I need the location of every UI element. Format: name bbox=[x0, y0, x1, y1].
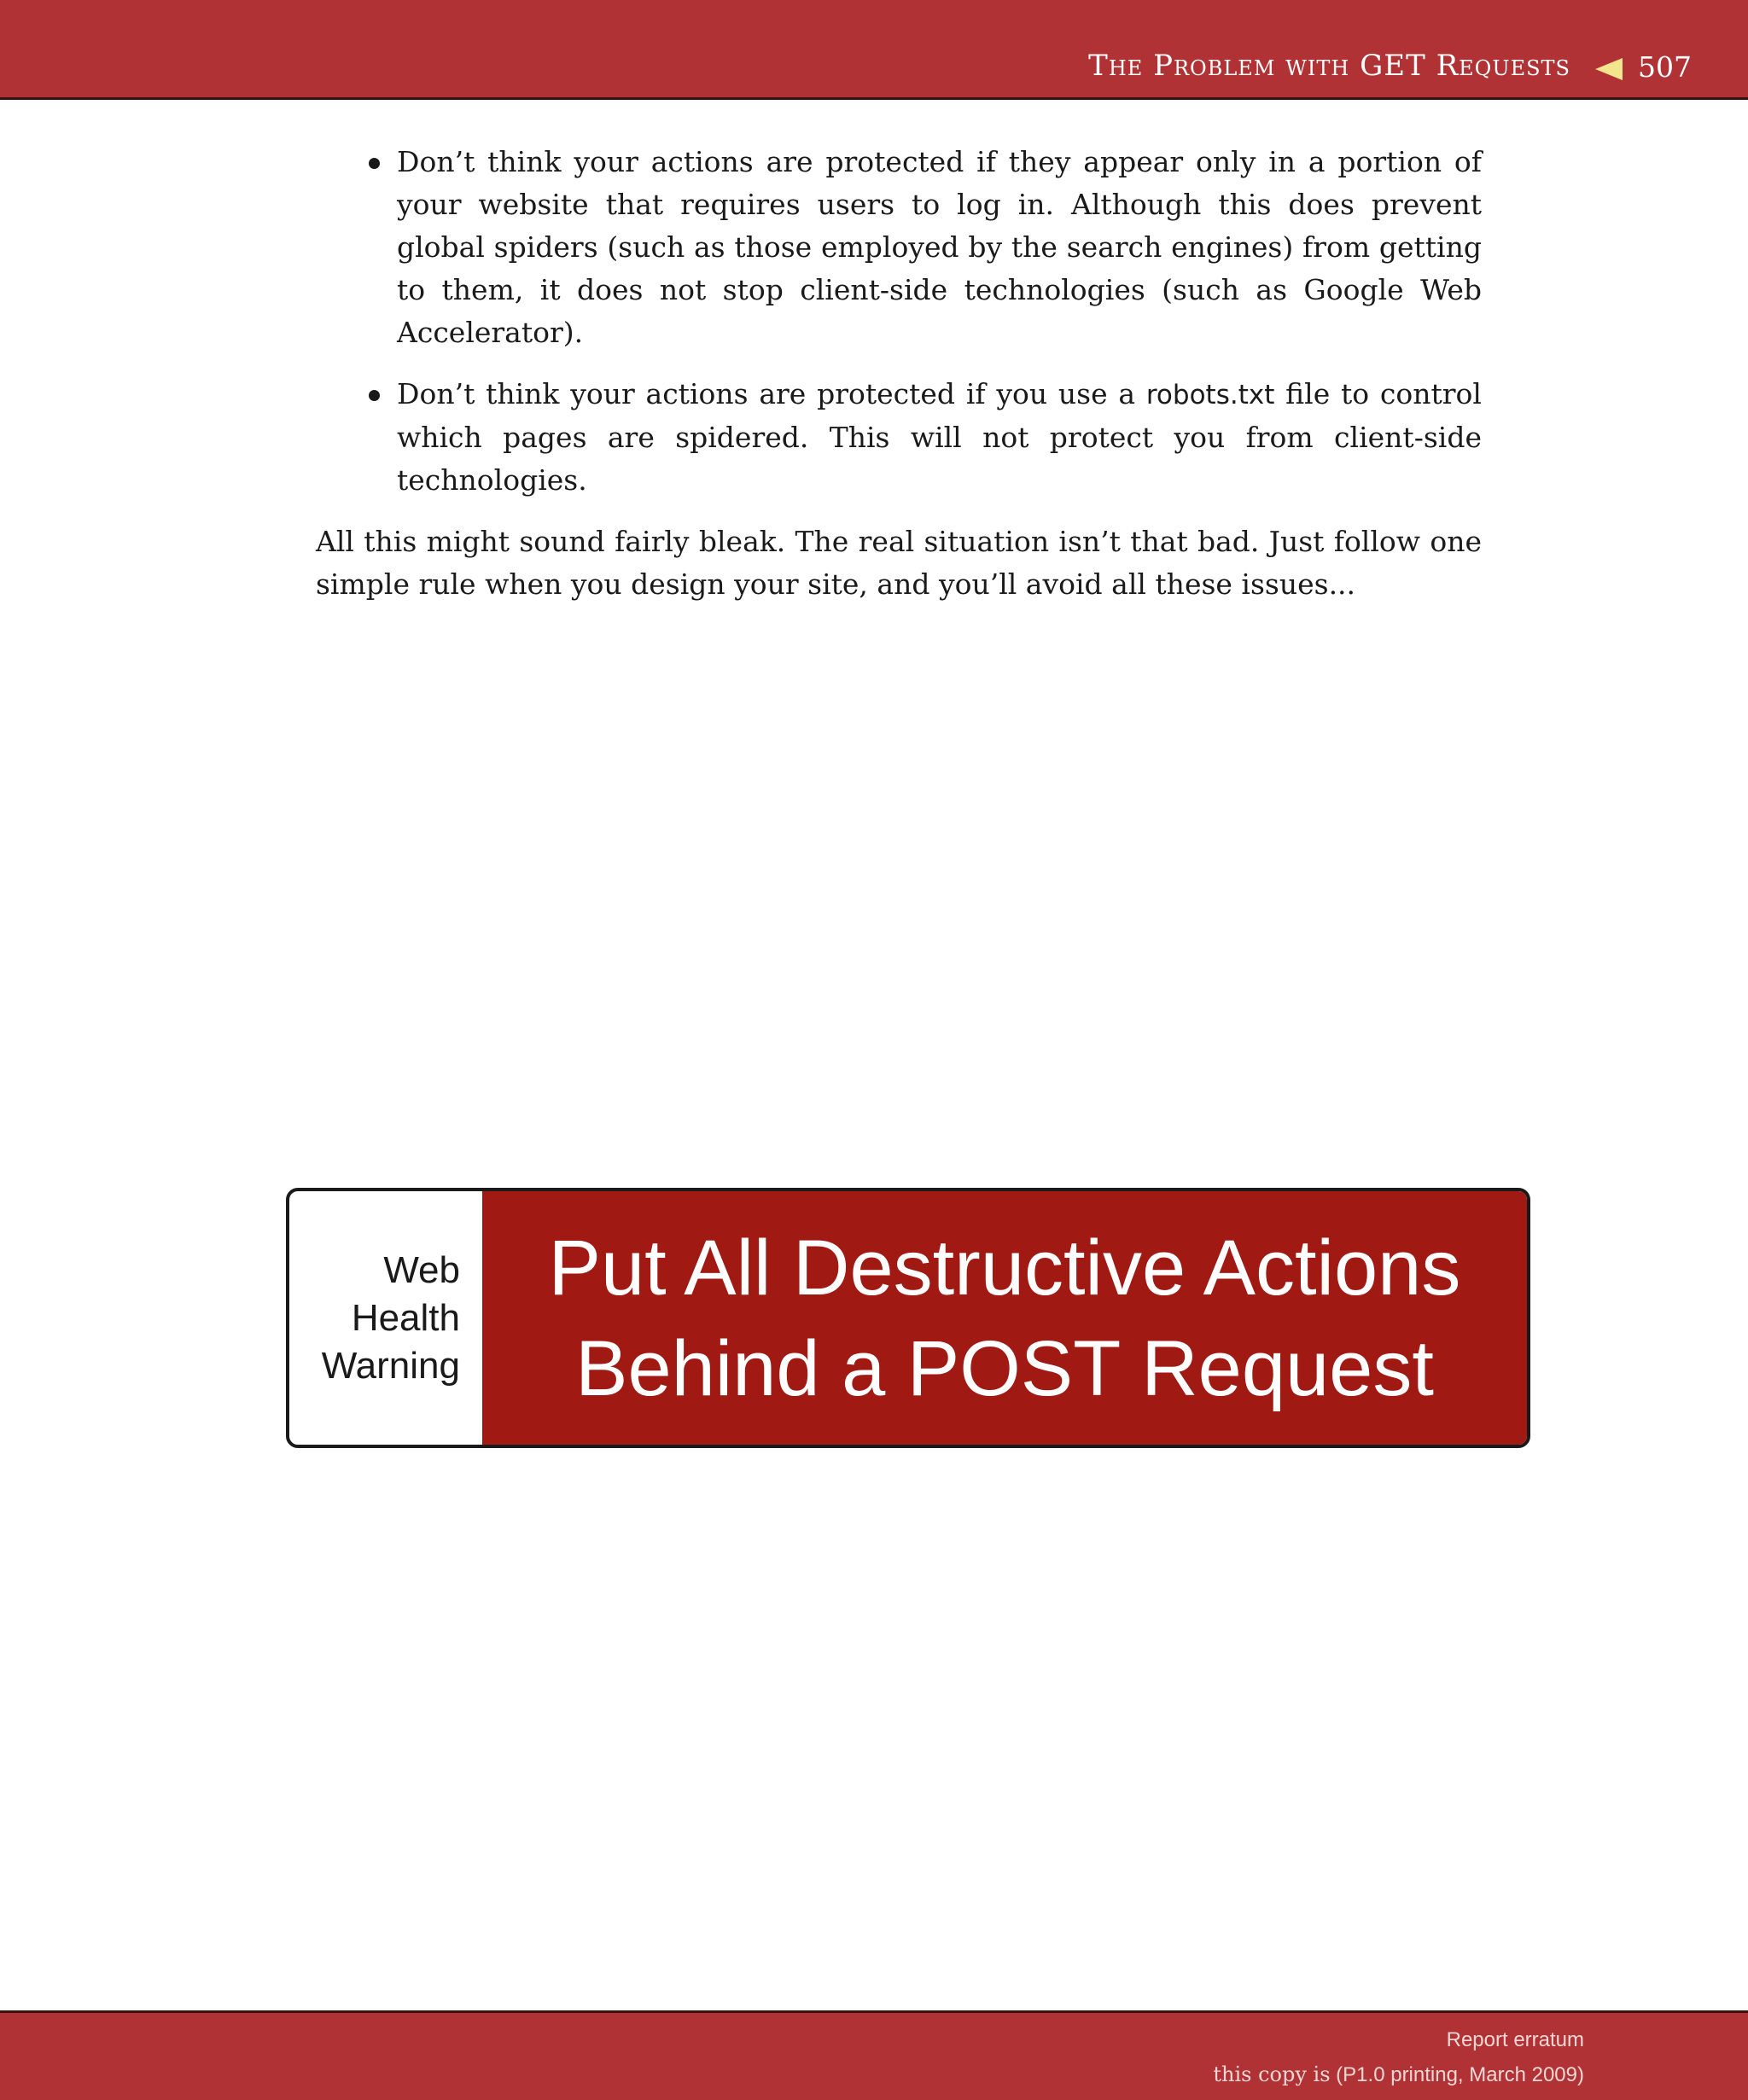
warning-label-line: Health bbox=[351, 1296, 460, 1339]
bullet-text bbox=[397, 373, 1482, 502]
report-erratum-link[interactable]: Report erratum bbox=[1446, 2028, 1584, 2051]
copy-printing: (P1.0 printing, March 2009) bbox=[1330, 2063, 1584, 2086]
bullet-icon bbox=[369, 390, 380, 401]
warning-message-line: Put All Destructive Actions bbox=[548, 1224, 1461, 1312]
web-health-warning-box bbox=[286, 1188, 1530, 1448]
warning-label-line: Warning bbox=[321, 1344, 460, 1387]
page-footer bbox=[0, 2010, 1748, 2100]
list-item bbox=[316, 373, 1482, 502]
warning-message bbox=[482, 1191, 1527, 1445]
running-head-title: The Problem with GET Requests bbox=[1088, 49, 1570, 83]
warning-label-line: Web bbox=[383, 1248, 460, 1291]
page-number: 507 bbox=[1638, 50, 1692, 84]
page-body bbox=[316, 141, 1482, 606]
warning-label bbox=[289, 1191, 482, 1445]
copy-info bbox=[1213, 2064, 1584, 2085]
inline-code-filename: robots.txt bbox=[1145, 380, 1275, 410]
bullet-text-before-code: Don’t think your actions are protected if you use a bbox=[397, 377, 1146, 410]
previous-page-arrow-icon[interactable] bbox=[1595, 58, 1623, 80]
list-item bbox=[316, 141, 1482, 354]
bullet-list bbox=[316, 141, 1482, 502]
bullet-icon bbox=[369, 158, 380, 169]
closing-paragraph: All this might sound fairly bleak. The real situation isn’t that bad. Just follow one simple rule when you design your site, and you’ll avoid all these issues... bbox=[316, 525, 1482, 601]
warning-message-line: Behind a POST Request bbox=[575, 1324, 1434, 1412]
bullet-text-after-code: file to control which pages are spidered. This will not protect you from client-side technologies. bbox=[397, 377, 1482, 497]
bullet-text: Don’t think your actions are protected if they appear only in a portion of your website that requires users to log in. Although this does prevent global spiders (such as those employed by the search engines) from getting to them, it does not stop client-side technologies (such as Google Web Accelerator). bbox=[397, 145, 1482, 349]
page-header bbox=[0, 0, 1748, 100]
copy-prefix: this copy is bbox=[1213, 2062, 1331, 2086]
